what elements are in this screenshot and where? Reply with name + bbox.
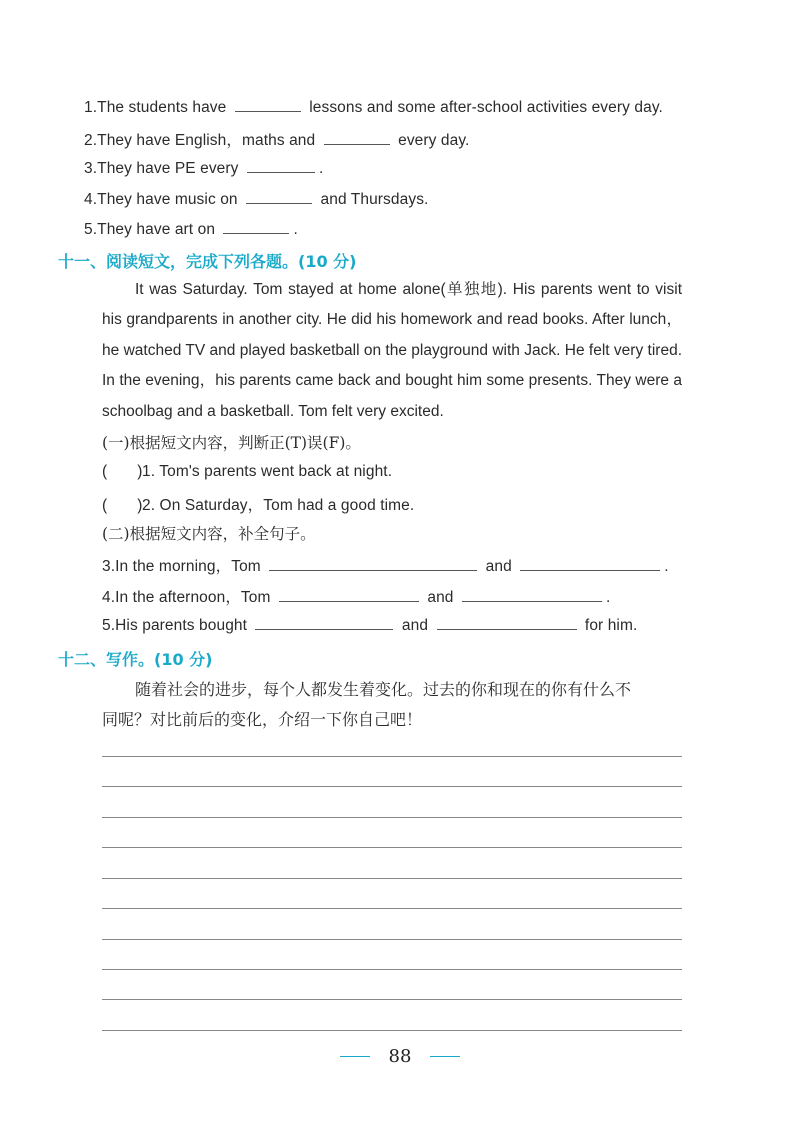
writing-line <box>102 939 682 940</box>
answer-blank[interactable] <box>235 97 301 112</box>
answer-paren[interactable] <box>102 497 142 515</box>
section-12-title: 十二、写作。(10 分) <box>58 650 213 669</box>
footer-dash-left <box>340 1056 370 1057</box>
writing-line <box>102 908 682 909</box>
item-text-after: . <box>605 589 611 606</box>
item-number: 5. <box>84 221 98 238</box>
fill-item-4 <box>84 189 428 209</box>
fill-item-1 <box>84 97 663 117</box>
item-text-after: . <box>293 221 298 238</box>
writing-prompt-line-2: 同呢？对比前后的变化，介绍一下你自己吧！ <box>102 710 423 729</box>
item-text-before: They have English，maths and <box>97 132 316 149</box>
answer-blank[interactable] <box>279 587 419 602</box>
footer-dash-right <box>430 1056 460 1057</box>
writing-line <box>102 847 682 848</box>
page-footer <box>0 1046 800 1067</box>
item-number: 5. <box>102 617 116 634</box>
section-11-title: 十一、阅读短文，完成下列各题。(10 分) <box>58 252 357 271</box>
answer-blank[interactable] <box>269 556 477 571</box>
fill-item-5 <box>84 219 298 239</box>
paren-open: ( <box>102 463 108 480</box>
item-text-after: for him. <box>584 617 638 634</box>
item-text-before: His parents bought <box>115 617 248 634</box>
part-2-title: (二)根据短文内容，补全句子。 <box>102 525 316 543</box>
writing-line <box>102 817 682 818</box>
complete-item-3 <box>102 554 669 576</box>
item-text-after: lessons and some after-school activities every day. <box>309 99 663 116</box>
item-text-middle: and <box>485 558 512 575</box>
answer-blank[interactable] <box>246 189 312 204</box>
tf-statement: 1. Tom's parents went back at night. <box>142 463 393 480</box>
answer-paren[interactable] <box>102 463 142 481</box>
answer-blank[interactable] <box>324 130 390 145</box>
fill-item-3 <box>84 158 323 178</box>
item-text-before: They have music on <box>97 191 238 208</box>
item-text-before: In the morning，Tom <box>115 558 261 575</box>
item-number: 3. <box>102 558 116 575</box>
tf-statement: 2. On Saturday，Tom had a good time. <box>142 497 415 514</box>
answer-blank[interactable] <box>255 615 393 630</box>
item-text-before: In the afternoon，Tom <box>115 589 271 606</box>
writing-line <box>102 786 682 787</box>
paren-close: ) <box>137 497 143 514</box>
tf-item-2 <box>102 493 414 515</box>
writing-line <box>102 999 682 1000</box>
answer-blank[interactable] <box>223 219 289 234</box>
item-number: 3. <box>84 160 98 177</box>
item-text-middle: and <box>427 589 454 606</box>
writing-line <box>102 878 682 879</box>
complete-item-4 <box>102 585 610 607</box>
paren-open: ( <box>102 497 108 514</box>
reading-passage <box>102 275 682 427</box>
item-number: 2. <box>84 132 98 149</box>
complete-item-5 <box>102 615 637 635</box>
item-text-before: They have PE every <box>97 160 239 177</box>
writing-line <box>102 969 682 970</box>
item-text-after: and Thursdays. <box>320 191 429 208</box>
item-text-after: . <box>664 558 669 575</box>
answer-blank[interactable] <box>520 556 660 571</box>
item-text-after: every day. <box>398 132 470 149</box>
writing-line <box>102 756 682 757</box>
item-text-before: The students have <box>97 99 227 116</box>
part-1-title: (一)根据短文内容，判断正(T)误(F)。 <box>102 434 361 452</box>
writing-prompt-line-1: 随着社会的进步，每个人都发生着变化。过去的你和现在的你有什么不 <box>135 680 632 699</box>
item-number: 4. <box>84 191 98 208</box>
answer-blank[interactable] <box>247 158 315 173</box>
paren-close: ) <box>137 463 143 480</box>
tf-item-1 <box>102 463 392 481</box>
writing-line <box>102 1030 682 1031</box>
item-text-after: . <box>318 160 324 177</box>
passage-text: It was Saturday. Tom stayed at home alone(单独地). His parents went to visit his grandparents in another city. He did his homework and read books. After lunch，he watched TV and played basketball on the playground with Jack. He felt very tired. In the evening，his parents came back and bought him some presents. They were a schoolbag and a basketball. Tom felt very excited. <box>102 281 682 420</box>
page-number: 88 <box>388 1046 412 1067</box>
item-text-middle: and <box>401 617 429 634</box>
fill-item-2 <box>84 128 469 150</box>
item-text-before: They have art on <box>97 221 216 238</box>
answer-blank[interactable] <box>437 615 577 630</box>
item-number: 1. <box>84 99 98 116</box>
answer-blank[interactable] <box>462 587 602 602</box>
item-number: 4. <box>102 589 116 606</box>
